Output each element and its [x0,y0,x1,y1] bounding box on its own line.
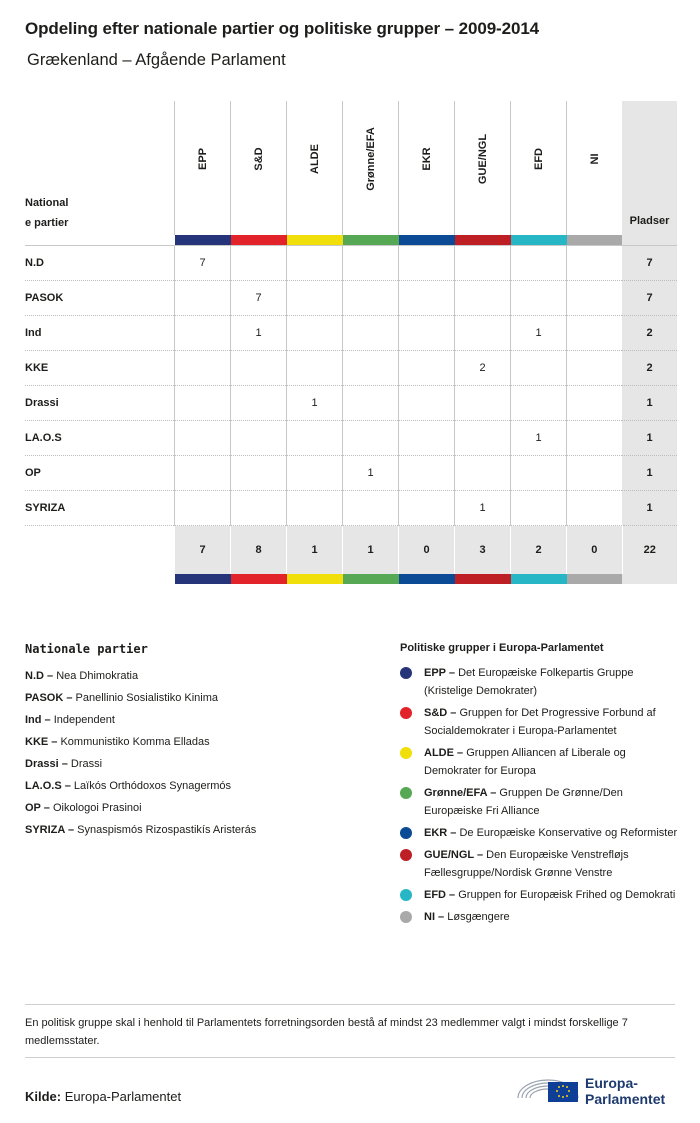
group-legend-heading: Politiske grupper i Europa-Parlamentet [400,642,604,654]
legend-abbr: Drassi – [25,758,68,770]
seat-cell [399,281,455,316]
seat-cell [455,386,511,421]
color-dot-icon [400,667,412,679]
color-dot-icon [400,889,412,901]
party-total: 7 [622,281,677,316]
color-bar-spacer [25,235,175,246]
legend-name: De Europæiske Konservative og Reformister [459,827,678,839]
party-name: Drassi [25,386,175,421]
legend-name: Gruppen Alliancen af Liberale og Demokrater for Europa [424,747,626,777]
group-legend-item [400,908,680,926]
legend-abbr: NI – [424,911,445,923]
legend-name: Det Europæiske Folkepartis Gruppe (Kristelige Demokrater) [424,667,634,697]
national-party-legend [25,642,365,841]
seat-cell [567,491,623,526]
seat-cell [175,421,231,456]
party-total: 2 [622,316,677,351]
seat-cell [343,386,399,421]
group-color-swatch [231,574,287,584]
table-row [25,456,677,491]
legend-name: Laïkós Orthódoxos Synagermós [73,780,232,792]
seat-cell [287,456,343,491]
party-total: 1 [622,421,677,456]
legend-abbr: LA.O.S – [25,780,71,792]
legend-abbr: EFD – [424,889,456,901]
seat-cell [455,456,511,491]
legend-name: Synaspismós Rizospastikís Aristerás [77,824,257,836]
source-line [25,1089,181,1104]
legend-name: Independent [53,714,115,726]
group-header-label: GUE/NGL [476,133,489,185]
group-color-swatch [343,574,399,584]
seat-cell [343,421,399,456]
european-parliament-logo [515,1068,581,1106]
seat-cell [567,351,623,386]
group-sum: 0 [399,526,455,575]
color-bar-total-spacer [622,574,677,584]
color-dot-icon [400,707,412,719]
legend-abbr: N.D – [25,670,54,682]
group-header-alde [287,101,343,235]
seat-cell [231,456,287,491]
national-legend-item [25,687,365,709]
seat-cell [343,351,399,386]
legend-abbr: OP – [25,802,50,814]
party-name: PASOK [25,281,175,316]
national-legend-heading: Nationale partier [25,642,148,656]
seat-cell [287,421,343,456]
divider [25,1004,675,1005]
seat-cell [231,351,287,386]
seat-cell [511,281,567,316]
sum-row [25,526,677,575]
legend-abbr: EKR – [424,827,457,839]
seat-cell [511,491,567,526]
legend-abbr: Grønne/EFA – [424,787,497,799]
seat-cell [343,316,399,351]
seat-cell [399,246,455,281]
group-color-swatch [175,574,231,584]
legend-name: Løsgængere [447,911,510,923]
seat-cell [175,456,231,491]
group-color-swatch [567,235,623,246]
group-header-sd [231,101,287,235]
group-header-label: Grønne/EFA [364,127,377,191]
legend-abbr: S&D – [424,707,457,719]
legend-name: Oikologoi Prasinoi [52,802,142,814]
seat-cell [399,421,455,456]
seat-cell [175,386,231,421]
seat-cell: 7 [175,246,231,281]
group-header-label: EPP [196,147,209,171]
national-legend-item [25,665,365,687]
seat-cell [175,491,231,526]
color-dot-icon [400,849,412,861]
seat-cell [567,456,623,491]
table-row [25,246,677,281]
table-row [25,386,677,421]
legend-name: Gruppen for Europæisk Frihed og Demokrati [458,889,676,901]
group-header-ni [567,101,623,235]
group-color-swatch [455,235,511,246]
seat-cell: 1 [511,421,567,456]
group-legend-item [400,824,680,842]
group-header-efd [511,101,567,235]
source-value: Europa-Parlamentet [64,1089,182,1104]
group-legend-item [400,664,680,700]
corner-label-line1: National [25,197,69,209]
group-header-ekr [399,101,455,235]
group-sum: 2 [511,526,567,575]
group-legend-item [400,704,680,740]
divider [25,1057,675,1058]
party-name: KKE [25,351,175,386]
group-color-swatch [231,235,287,246]
party-total: 7 [622,246,677,281]
legend-name: Gruppen for Det Progressive Forbund af Socialdemokrater i Europa-Parlamentet [424,707,656,737]
seat-cell [287,351,343,386]
party-name: N.D [25,246,175,281]
group-header-label: EFD [532,148,545,170]
group-header-epp [175,101,231,235]
legend-abbr: KKE – [25,736,58,748]
group-header-gue [455,101,511,235]
seat-cell [343,246,399,281]
legend-abbr: SYRIZA – [25,824,75,836]
party-name: Ind [25,316,175,351]
party-total: 1 [622,491,677,526]
seat-cell [287,281,343,316]
group-sum: 8 [231,526,287,575]
legend-abbr: Ind – [25,714,51,726]
group-header-label: ALDE [308,144,321,174]
group-color-swatch [343,235,399,246]
group-color-swatch [399,235,455,246]
seat-cell [399,351,455,386]
footnote: En politisk gruppe skal i henhold til Parlamentets forretningsorden bestå af mindst 23 medlemmer valgt i mindst forskellige 7 medlemsstater. [25,1017,628,1047]
grand-total: 22 [622,526,677,575]
seat-cell: 1 [511,316,567,351]
group-header-greens [343,101,399,235]
page-title: Opdeling efter nationale partier og politiske grupper – 2009-2014 [25,19,540,38]
seat-cell [567,281,623,316]
party-name: SYRIZA [25,491,175,526]
seats-table [25,101,677,584]
seat-cell [455,246,511,281]
seat-cell [231,491,287,526]
group-color-swatch [511,574,567,584]
logo-wordmark [585,1075,665,1107]
legend-abbr: PASOK – [25,692,73,704]
legend-name: Kommunistiko Komma Elladas [60,736,210,748]
corner-label-line2: e partier [25,217,69,229]
seat-cell [455,316,511,351]
group-legend-item [400,846,680,882]
group-header-label: NI [588,153,601,165]
national-legend-item [25,753,365,775]
group-header-label: S&D [252,147,265,171]
group-color-swatch [567,574,623,584]
legend-name: Drassi [70,758,103,770]
legend-name: Nea Dhimokratia [56,670,139,682]
group-sum: 1 [287,526,343,575]
seat-cell [511,351,567,386]
group-sum: 0 [567,526,623,575]
group-color-bar-bottom [25,574,677,584]
seat-cell [567,421,623,456]
national-legend-item [25,775,365,797]
total-header: Pladser [622,101,677,235]
color-dot-icon [400,827,412,839]
group-color-swatch [287,574,343,584]
page-subtitle: Grækenland – Afgående Parlament [27,51,286,69]
seat-cell [511,246,567,281]
legend-name: Gruppen De Grønne/Den Europæiske Fri Alliance [424,787,623,817]
party-name: LA.O.S [25,421,175,456]
color-dot-icon [400,747,412,759]
group-sum: 1 [343,526,399,575]
group-legend-item [400,744,680,780]
color-dot-icon [400,911,412,923]
legend-name: Panellinio Sosialistiko Kinima [75,692,219,704]
group-legend-item [400,886,680,904]
table-header-row [25,101,677,235]
seat-cell: 1 [343,456,399,491]
group-color-swatch [287,235,343,246]
seat-cell [175,351,231,386]
source-label: Kilde: [25,1089,62,1104]
seat-cell: 1 [287,386,343,421]
color-bar-spacer [25,574,175,584]
color-dot-icon [400,787,412,799]
group-sum: 7 [175,526,231,575]
seat-cell [343,491,399,526]
group-sum: 3 [455,526,511,575]
national-legend-item [25,819,365,841]
logo-line2: Parlamentet [585,1091,666,1107]
table-row [25,351,677,386]
table-row [25,421,677,456]
group-color-swatch [455,574,511,584]
seat-cell: 1 [455,491,511,526]
seat-cell [343,281,399,316]
seat-cell [567,246,623,281]
seat-cell [287,491,343,526]
group-header-label: EKR [420,147,433,171]
seat-cell [231,421,287,456]
seat-cell: 1 [231,316,287,351]
national-legend-item [25,731,365,753]
party-name: OP [25,456,175,491]
seat-cell [399,491,455,526]
seat-cell [399,386,455,421]
national-legend-item [25,797,365,819]
color-bar-total-spacer [622,235,677,246]
group-color-bar-top [25,235,677,246]
seat-cell [231,386,287,421]
seat-cell [455,281,511,316]
seat-cell [175,316,231,351]
seat-cell [399,316,455,351]
sum-row-spacer [25,526,175,575]
national-legend-item [25,709,365,731]
seat-cell [511,456,567,491]
party-total: 2 [622,351,677,386]
seat-cell [511,386,567,421]
legend-abbr: EPP – [424,667,455,679]
table-row [25,281,677,316]
seat-cell [175,281,231,316]
group-legend-item [400,784,680,820]
corner-label [25,101,175,235]
legend-abbr: ALDE – [424,747,464,759]
group-color-swatch [511,235,567,246]
seat-cell [231,246,287,281]
seat-cell [567,316,623,351]
table-row [25,316,677,351]
legend-name: Den Europæiske Venstrefløjs Fællesgruppe/Nordisk Grønne Venstre [424,849,629,879]
party-total: 1 [622,386,677,421]
seat-cell: 7 [231,281,287,316]
party-total: 1 [622,456,677,491]
seat-cell [567,386,623,421]
group-color-swatch [175,235,231,246]
legend-abbr: GUE/NGL – [424,849,484,861]
seat-cell: 2 [455,351,511,386]
political-group-legend [400,642,680,930]
seat-cell [287,316,343,351]
seat-cell [399,456,455,491]
group-color-swatch [399,574,455,584]
logo-line1: Europa- [585,1075,638,1091]
seat-cell [455,421,511,456]
seat-cell [287,246,343,281]
table-row [25,491,677,526]
